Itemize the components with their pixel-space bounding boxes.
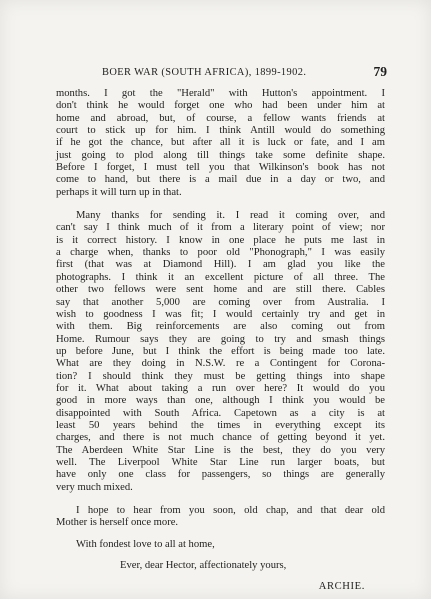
text-line: don't think he would forget one who had been under him at (56, 100, 385, 112)
text-line: tion? I should think they must be getting things into shape (56, 370, 385, 382)
text-line: is it correct history. I know in one place he puts me last in (56, 234, 385, 246)
closing-valediction: Ever, dear Hector, affectionately yours, (120, 560, 287, 572)
text-line: What are they doing in N.S.W. re a Contingent for Corona- (56, 358, 385, 370)
text-line: court to stick up for him. I think Antill would do something (56, 125, 385, 137)
text-line: with them. Big reinforcements are also coming out from (56, 321, 385, 333)
text-line: very much mixed. (56, 481, 133, 493)
text-line: for it. What about taking a run over here? It would do you (56, 382, 385, 394)
paragraph (56, 88, 385, 199)
text-line: photographs. I think it an excellent picture of all three. The (56, 271, 385, 283)
text-line: have only one class for passengers, so things are generally (56, 469, 385, 481)
text-line: can't say I think much of it from a literary point of view; nor (56, 222, 385, 234)
page-number: 79 (373, 64, 387, 79)
text-line: up before June, but I think the effort is being made too late. (56, 345, 385, 357)
page-header (70, 66, 387, 82)
text-line: well. The Liverpool White Star Line run larger boats, but (56, 456, 385, 468)
paragraph (56, 505, 385, 530)
text-line: disappointed with South Africa. Capetown as a city is at (56, 407, 385, 419)
closing-salutation: With fondest love to all at home, (76, 538, 215, 550)
paragraph (56, 210, 385, 494)
paragraph-gap (56, 199, 385, 210)
paragraph-gap (56, 494, 385, 505)
text-line: months. I got the "Herald" with Hutton's appointment. I (56, 88, 385, 99)
paragraph-gap (56, 572, 385, 581)
text-line: if he got the chance, but after all it is luck or fate, and I am (56, 137, 385, 149)
text-line: Home. Rumour says they are going to try and smash things (56, 333, 385, 345)
text-line: just going to plod along till things take some definite shape. (56, 149, 385, 161)
text-line: come to hand, but there is a mail due in a day or two, and (56, 174, 385, 186)
text-line: wish to goodness I was fit; I would certainly try and get in (56, 308, 385, 320)
signature: ARCHIE. (318, 581, 365, 593)
text-line: The Aberdeen White Star Line is the best, they do you very (56, 444, 385, 456)
text-line: perhaps it will turn up in that. (56, 186, 182, 198)
text-line: I hope to hear from you soon, old chap, and that dear old (76, 505, 385, 516)
text-line: Many thanks for sending it. I read it coming over, and (76, 210, 385, 222)
text-line: say that another 5,000 are coming over from Australia. I (56, 296, 385, 308)
text-line: Before I forget, I must tell you that Wilkinson's book has not (56, 162, 385, 174)
paragraph-gap (56, 551, 385, 560)
paragraph-gap (56, 530, 385, 539)
text-line: charges, and there is not much chance of getting beyond it yet. (56, 432, 385, 444)
letter-body (56, 88, 385, 594)
text-line: good in more ways than one, although I think you would be (56, 395, 385, 407)
running-head: BOER WAR (SOUTH AFRICA), 1899-1902. (102, 67, 307, 78)
text-line: a charge when, thanks to poor old "Phonograph," I was easily (56, 247, 385, 259)
text-line: other two fellows were sent home and are still there. Cables (56, 284, 385, 296)
text-line: home and abroad, but, of course, a fellow wants friends at (56, 112, 385, 124)
text-line: least 50 years behind the times in everything except its (56, 419, 385, 431)
text-line: first (that was at Diamond Hill). I am glad you like the (56, 259, 385, 271)
text-line: Mother is herself once more. (56, 517, 179, 529)
